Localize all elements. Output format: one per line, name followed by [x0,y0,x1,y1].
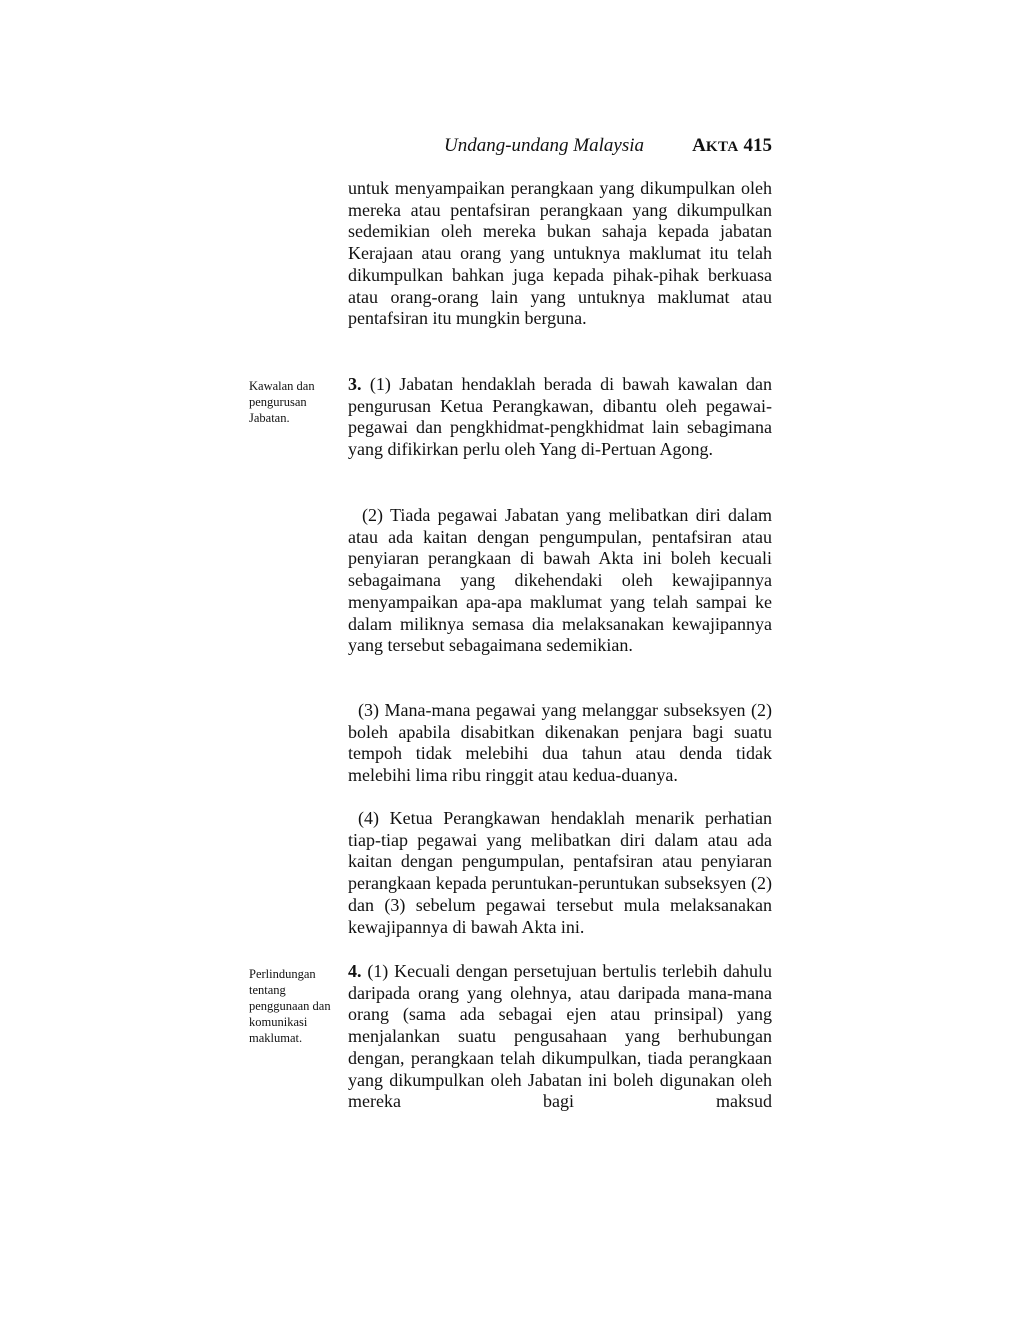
subsection-text: Kecuali dengan persetujuan bertulis terlebih dahulu daripada orang yang olehnya, atau daripada mana-mana orang (sama ada sebagai ejen atau prinsipal) yang menjalankan suatu pengusahaan yang berhubungan dengan, perangkaan telah dikumpulkan, tiada perangkaan yang dikumpulkan oleh Jabatan ini boleh digunakan oleh mereka bagi maksud [348,961,773,1112]
section-3-subsection-3: (3) Mana-mana pegawai yang melanggar subseksyen (2) boleh apabila disabitkan dikenakan penjara bagi suatu tempoh tidak melebihi dua tahun atau denda tidak melebihi lima ribu ringgit atau kedua-duanya. [348,700,772,786]
subsection-label: (1) [367,961,389,981]
section-3-subsection-1 [348,374,772,461]
section-4-number: 4. [348,961,362,981]
section-3-margin-note: Kawalan dan pengurusan Jabatan. [249,379,315,425]
section-4-margin-note: Perlindungan tentang penggunaan dan komunikasi maklumat. [249,967,331,1045]
page-header [348,133,772,159]
section-3-number: 3. [348,374,362,394]
law-title: Undang-undang Malaysia [443,135,644,156]
subsection-label: (1) [369,374,391,394]
continuation-paragraph: untuk menyampaikan perangkaan yang dikumpulkan oleh mereka atau pentafsiran perangkaan yang dikumpulkan sedemikian oleh mereka bukan sahaja kepada jabatan Kerajaan atau orang yang untuknya maklumat itu telah dikumpulkan bahkan juga kepada pihak-pihak berkuasa atau orang-orang lain yang untuknya maklumat atau pentafsiran itu mungkin berguna. [348,178,772,329]
section-3-subsection-4: (4) Ketua Perangkawan hendaklah menarik perhatian tiap-tiap pegawai yang melibatkan diri dalam atau ada kaitan dengan pengumpulan, pentafsiran atau penyiaran perangkaan kepada peruntukan-peruntukan subseksyen (2) dan (3) sebelum pegawai tersebut mula melaksanakan kewajipannya di bawah Akta ini. [348,808,772,937]
section-4-subsection-1 [348,961,772,1113]
subsection-text: Jabatan hendaklah berada di bawah kawalan dan pengurusan Ketua Perangkawan, dibantu oleh pegawai-pegawai dan pengkhidmat-pengkhidmat lain sebagimana yang difikirkan perlu oleh Yang di-Pertuan Agong. [348,374,773,460]
act-number: AKTA 415 [692,135,772,156]
section-3-subsection-2: (2) Tiada pegawai Jabatan yang melibatkan diri dalam atau ada kaitan dengan pengumpulan, pentafsiran atau penyiaran perangkaan di bawah Akta ini boleh kecuali sebagaimana yang dikehendaki oleh kewajipannya menyampaikan apa-apa maklumat yang telah sampai ke dalam miliknya semasa dia melaksanakan kewajipannya yang tersebut sebagaimana sedemikian. [348,505,772,656]
